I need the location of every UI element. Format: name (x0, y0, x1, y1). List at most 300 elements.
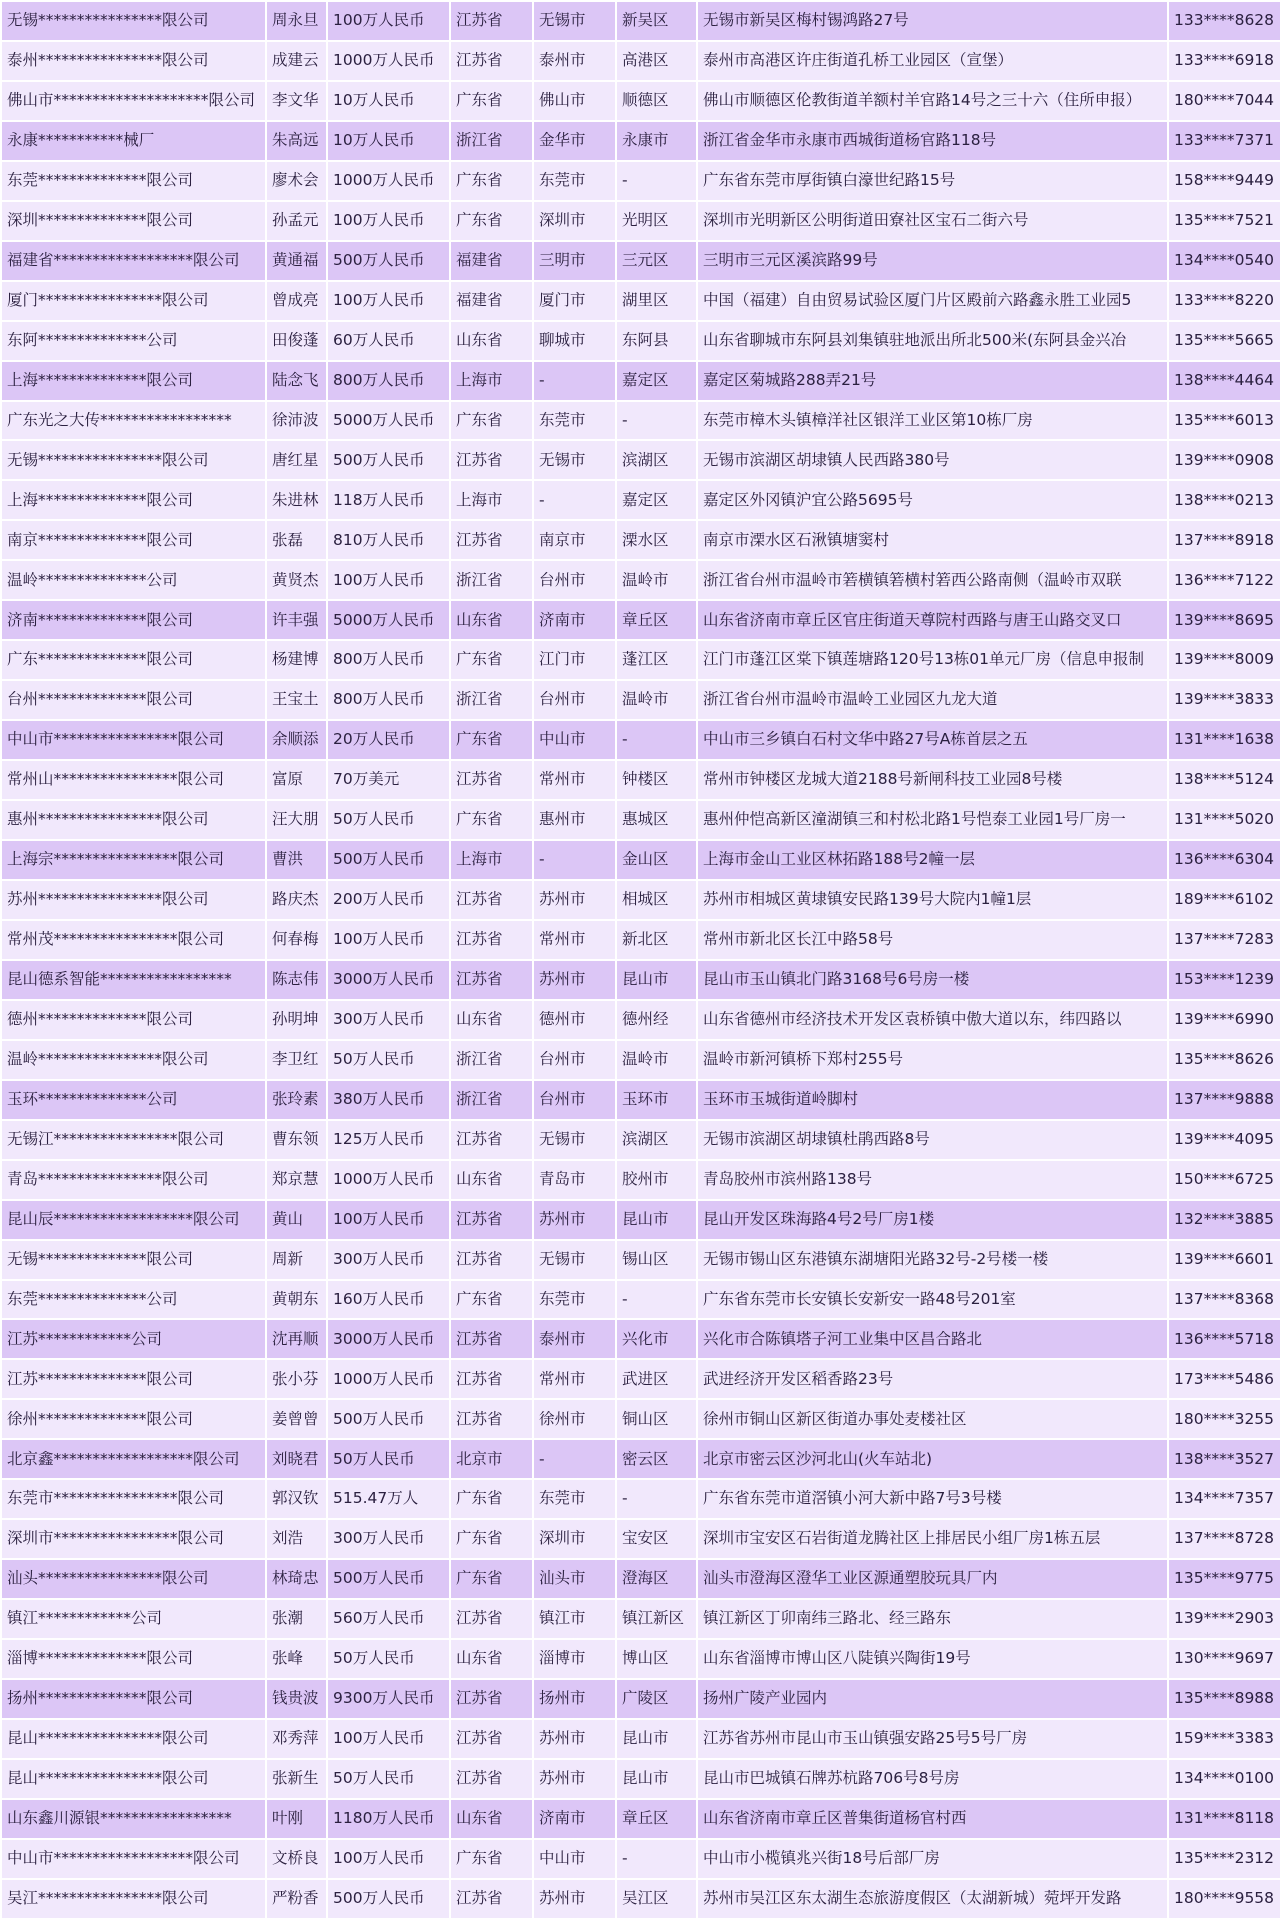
address-cell: 北京市密云区沙河北山(火车站北) (698, 1440, 1167, 1478)
province-cell: 江苏省 (451, 1201, 532, 1239)
registered-capital-cell: 125万人民币 (328, 1121, 449, 1159)
province-cell: 山东省 (451, 1161, 532, 1199)
registered-capital-cell: 50万人民币 (328, 1041, 449, 1079)
address-cell: 徐州市铜山区新区街道办事处麦楼社区 (698, 1400, 1167, 1438)
table-row (2, 242, 1280, 280)
address-cell: 中山市小榄镇兆兴街18号后部厂房 (698, 1840, 1167, 1878)
phone-cell: 138****0213 (1169, 481, 1280, 519)
phone-cell: 180****7044 (1169, 82, 1280, 120)
legal-person-cell: 路庆杰 (267, 881, 326, 919)
registered-capital-cell: 100万人民币 (328, 282, 449, 320)
district-cell: 武进区 (617, 1360, 696, 1398)
district-cell: 钟楼区 (617, 761, 696, 799)
address-cell: 广东省东莞市长安镇长安新安一路48号201室 (698, 1281, 1167, 1319)
table-row (2, 1440, 1280, 1478)
phone-cell: 139****2903 (1169, 1600, 1280, 1638)
company-name-cell: 昆山德系智能***************** (2, 961, 265, 999)
district-cell: - (617, 1281, 696, 1319)
address-cell: 山东省淄博市博山区八陡镇兴陶街19号 (698, 1640, 1167, 1678)
table-row (2, 1520, 1280, 1558)
district-cell: 相城区 (617, 881, 696, 919)
phone-cell: 139****6990 (1169, 1001, 1280, 1039)
district-cell: 嘉定区 (617, 362, 696, 400)
table-row (2, 561, 1280, 599)
province-cell: 江苏省 (451, 761, 532, 799)
phone-cell: 173****5486 (1169, 1360, 1280, 1398)
district-cell: 兴化市 (617, 1320, 696, 1358)
registered-capital-cell: 100万人民币 (328, 202, 449, 240)
city-cell: 济南市 (534, 601, 615, 639)
company-name-cell: 江苏**************限公司 (2, 1360, 265, 1398)
company-name-cell: 中山市******************限公司 (2, 1840, 265, 1878)
district-cell: 博山区 (617, 1640, 696, 1678)
registered-capital-cell: 5000万人民币 (328, 601, 449, 639)
city-cell: 深圳市 (534, 1520, 615, 1558)
district-cell: 新北区 (617, 921, 696, 959)
legal-person-cell: 郭汉钦 (267, 1480, 326, 1518)
phone-cell: 153****1239 (1169, 961, 1280, 999)
company-name-cell: 无锡****************限公司 (2, 441, 265, 479)
address-cell: 佛山市顺德区伦教街道羊额村羊官路14号之三十六（住所申报） (698, 82, 1167, 120)
company-name-cell: 东莞**************限公司 (2, 162, 265, 200)
city-cell: 常州市 (534, 1360, 615, 1398)
district-cell: 蓬江区 (617, 641, 696, 679)
registered-capital-cell: 1000万人民币 (328, 1161, 449, 1199)
province-cell: 浙江省 (451, 1041, 532, 1079)
company-name-cell: 无锡****************限公司 (2, 2, 265, 40)
address-cell: 镇江新区丁卯南纬三路北、经三路东 (698, 1600, 1167, 1638)
city-cell: 苏州市 (534, 1760, 615, 1798)
city-cell: - (534, 1440, 615, 1478)
legal-person-cell: 王宝土 (267, 681, 326, 719)
company-name-cell: 山东鑫川源银***************** (2, 1800, 265, 1838)
phone-cell: 133****8220 (1169, 282, 1280, 320)
city-cell: 东莞市 (534, 402, 615, 440)
province-cell: 浙江省 (451, 1081, 532, 1119)
district-cell: 铜山区 (617, 1400, 696, 1438)
legal-person-cell: 黄通福 (267, 242, 326, 280)
city-cell: 无锡市 (534, 2, 615, 40)
company-name-cell: 徐州**************限公司 (2, 1400, 265, 1438)
registered-capital-cell: 500万人民币 (328, 1560, 449, 1598)
registered-capital-cell: 118万人民币 (328, 481, 449, 519)
phone-cell: 130****9697 (1169, 1640, 1280, 1678)
table-row (2, 1400, 1280, 1438)
address-cell: 浙江省台州市温岭市箬横镇箬横村箬西公路南侧（温岭市双联 (698, 561, 1167, 599)
province-cell: 广东省 (451, 721, 532, 759)
table-row (2, 841, 1280, 879)
address-cell: 山东省济南市章丘区普集街道杨官村西 (698, 1800, 1167, 1838)
phone-cell: 133****7371 (1169, 122, 1280, 160)
table-row (2, 2, 1280, 40)
address-cell: 昆山市玉山镇北门路3168号6号房一楼 (698, 961, 1167, 999)
district-cell: 镇江新区 (617, 1600, 696, 1638)
registered-capital-cell: 500万人民币 (328, 441, 449, 479)
district-cell: 德州经 (617, 1001, 696, 1039)
company-name-cell: 福建省******************限公司 (2, 242, 265, 280)
registered-capital-cell: 3000万人民币 (328, 1320, 449, 1358)
address-cell: 昆山开发区珠海路4号2号厂房1楼 (698, 1201, 1167, 1239)
province-cell: 广东省 (451, 1480, 532, 1518)
address-cell: 常州市钟楼区龙城大道2188号新闸科技工业园8号楼 (698, 761, 1167, 799)
phone-cell: 135****8626 (1169, 1041, 1280, 1079)
district-cell: 昆山市 (617, 961, 696, 999)
city-cell: 苏州市 (534, 881, 615, 919)
address-cell: 南京市溧水区石湫镇塘窦村 (698, 521, 1167, 559)
city-cell: - (534, 362, 615, 400)
city-cell: 厦门市 (534, 282, 615, 320)
company-name-cell: 上海**************限公司 (2, 481, 265, 519)
province-cell: 广东省 (451, 82, 532, 120)
registered-capital-cell: 800万人民币 (328, 681, 449, 719)
registered-capital-cell: 50万人民币 (328, 801, 449, 839)
phone-cell: 134****0100 (1169, 1760, 1280, 1798)
table-row (2, 1281, 1280, 1319)
registered-capital-cell: 100万人民币 (328, 921, 449, 959)
company-name-cell: 深圳市****************限公司 (2, 1520, 265, 1558)
phone-cell: 138****4464 (1169, 362, 1280, 400)
address-cell: 无锡市滨湖区胡埭镇杜鹃西路8号 (698, 1121, 1167, 1159)
phone-cell: 136****6304 (1169, 841, 1280, 879)
table-row (2, 362, 1280, 400)
legal-person-cell: 陈志伟 (267, 961, 326, 999)
city-cell: 苏州市 (534, 1880, 615, 1918)
company-name-cell: 上海**************限公司 (2, 362, 265, 400)
table-row (2, 801, 1280, 839)
phone-cell: 139****3833 (1169, 681, 1280, 719)
legal-person-cell: 文桥良 (267, 1840, 326, 1878)
table-row (2, 1360, 1280, 1398)
legal-person-cell: 刘浩 (267, 1520, 326, 1558)
phone-cell: 133****6918 (1169, 42, 1280, 80)
city-cell: 青岛市 (534, 1161, 615, 1199)
province-cell: 江苏省 (451, 1600, 532, 1638)
company-name-cell: 东阿**************公司 (2, 322, 265, 360)
address-cell: 泰州市高港区许庄街道孔桥工业园区（宣堡） (698, 42, 1167, 80)
phone-cell: 159****3383 (1169, 1720, 1280, 1758)
phone-cell: 137****8918 (1169, 521, 1280, 559)
city-cell: - (534, 841, 615, 879)
company-name-cell: 江苏************公司 (2, 1320, 265, 1358)
address-cell: 广东省东莞市厚街镇白濠世纪路15号 (698, 162, 1167, 200)
company-name-cell: 北京鑫******************限公司 (2, 1440, 265, 1478)
address-cell: 深圳市光明新区公明街道田寮社区宝石二街六号 (698, 202, 1167, 240)
legal-person-cell: 张新生 (267, 1760, 326, 1798)
city-cell: 台州市 (534, 1041, 615, 1079)
district-cell: 光明区 (617, 202, 696, 240)
address-cell: 惠州仲恺高新区潼湖镇三和村松北路1号恺泰工业园1号厂房一 (698, 801, 1167, 839)
city-cell: 苏州市 (534, 1720, 615, 1758)
legal-person-cell: 林琦忠 (267, 1560, 326, 1598)
province-cell: 浙江省 (451, 122, 532, 160)
registered-capital-cell: 100万人民币 (328, 1840, 449, 1878)
district-cell: - (617, 1480, 696, 1518)
city-cell: 苏州市 (534, 961, 615, 999)
province-cell: 江苏省 (451, 441, 532, 479)
legal-person-cell: 富原 (267, 761, 326, 799)
province-cell: 江苏省 (451, 42, 532, 80)
district-cell: 锡山区 (617, 1241, 696, 1279)
table-row (2, 1560, 1280, 1598)
legal-person-cell: 许丰强 (267, 601, 326, 639)
address-cell: 苏州市吴江区东太湖生态旅游度假区（太湖新城）菀坪开发路 (698, 1880, 1167, 1918)
registered-capital-cell: 1180万人民币 (328, 1800, 449, 1838)
province-cell: 江苏省 (451, 921, 532, 959)
company-name-cell: 台州**************限公司 (2, 681, 265, 719)
company-name-cell: 济南**************限公司 (2, 601, 265, 639)
province-cell: 江苏省 (451, 1121, 532, 1159)
registered-capital-cell: 100万人民币 (328, 1201, 449, 1239)
city-cell: 徐州市 (534, 1400, 615, 1438)
legal-person-cell: 李卫红 (267, 1041, 326, 1079)
district-cell: 嘉定区 (617, 481, 696, 519)
company-name-cell: 玉环**************公司 (2, 1081, 265, 1119)
phone-cell: 180****9558 (1169, 1880, 1280, 1918)
legal-person-cell: 朱高远 (267, 122, 326, 160)
registered-capital-cell: 200万人民币 (328, 881, 449, 919)
company-name-cell: 佛山市********************限公司 (2, 82, 265, 120)
table-row (2, 921, 1280, 959)
table-row (2, 402, 1280, 440)
province-cell: 广东省 (451, 202, 532, 240)
city-cell: 汕头市 (534, 1560, 615, 1598)
phone-cell: 138****5124 (1169, 761, 1280, 799)
legal-person-cell: 黄朝东 (267, 1281, 326, 1319)
city-cell: 金华市 (534, 122, 615, 160)
address-cell: 温岭市新河镇桥下郑村255号 (698, 1041, 1167, 1079)
table-row (2, 1800, 1280, 1838)
registered-capital-cell: 50万人民币 (328, 1640, 449, 1678)
phone-cell: 180****3255 (1169, 1400, 1280, 1438)
legal-person-cell: 张小芬 (267, 1360, 326, 1398)
address-cell: 中山市三乡镇白石村文华中路27号A栋首层之五 (698, 721, 1167, 759)
city-cell: 淄博市 (534, 1640, 615, 1678)
registered-capital-cell: 50万人民币 (328, 1440, 449, 1478)
address-cell: 昆山市巴城镇石牌苏杭路706号8号房 (698, 1760, 1167, 1798)
legal-person-cell: 张磊 (267, 521, 326, 559)
company-name-cell: 南京**************限公司 (2, 521, 265, 559)
district-cell: 顺德区 (617, 82, 696, 120)
city-cell: 佛山市 (534, 82, 615, 120)
table-row (2, 601, 1280, 639)
table-row (2, 1840, 1280, 1878)
legal-person-cell: 刘晓君 (267, 1440, 326, 1478)
address-cell: 浙江省台州市温岭市温岭工业园区九龙大道 (698, 681, 1167, 719)
address-cell: 浙江省金华市永康市西城街道杨官路118号 (698, 122, 1167, 160)
legal-person-cell: 郑京慧 (267, 1161, 326, 1199)
district-cell: 澄海区 (617, 1560, 696, 1598)
address-cell: 东莞市樟木头镇樟洋社区银洋工业区第10栋厂房 (698, 402, 1167, 440)
company-name-cell: 无锡江****************限公司 (2, 1121, 265, 1159)
province-cell: 上海市 (451, 481, 532, 519)
table-row (2, 1201, 1280, 1239)
registered-capital-cell: 60万人民币 (328, 322, 449, 360)
table-row (2, 1241, 1280, 1279)
registered-capital-cell: 1000万人民币 (328, 42, 449, 80)
city-cell: 台州市 (534, 561, 615, 599)
phone-cell: 133****8628 (1169, 2, 1280, 40)
company-name-cell: 厦门****************限公司 (2, 282, 265, 320)
table-row (2, 1320, 1280, 1358)
registered-capital-cell: 800万人民币 (328, 362, 449, 400)
table-row (2, 681, 1280, 719)
district-cell: 章丘区 (617, 1800, 696, 1838)
legal-person-cell: 李文华 (267, 82, 326, 120)
address-cell: 无锡市滨湖区胡埭镇人民西路380号 (698, 441, 1167, 479)
phone-cell: 135****6013 (1169, 402, 1280, 440)
city-cell: 江门市 (534, 641, 615, 679)
table-row (2, 1640, 1280, 1678)
legal-person-cell: 孙孟元 (267, 202, 326, 240)
address-cell: 山东省济南市章丘区官庄街道天尊院村西路与唐王山路交叉口 (698, 601, 1167, 639)
table-row (2, 721, 1280, 759)
phone-cell: 135****2312 (1169, 1840, 1280, 1878)
city-cell: 中山市 (534, 1840, 615, 1878)
city-cell: 惠州市 (534, 801, 615, 839)
company-name-cell: 惠州****************限公司 (2, 801, 265, 839)
district-cell: 胶州市 (617, 1161, 696, 1199)
address-cell: 山东省聊城市东阿县刘集镇驻地派出所北500米(东阿县金兴冶 (698, 322, 1167, 360)
legal-person-cell: 沈再顺 (267, 1320, 326, 1358)
province-cell: 江苏省 (451, 961, 532, 999)
table-row (2, 1001, 1280, 1039)
phone-cell: 139****4095 (1169, 1121, 1280, 1159)
company-name-cell: 常州茂****************限公司 (2, 921, 265, 959)
table-row (2, 1760, 1280, 1798)
phone-cell: 135****8988 (1169, 1680, 1280, 1718)
phone-cell: 189****6102 (1169, 881, 1280, 919)
legal-person-cell: 叶刚 (267, 1800, 326, 1838)
city-cell: 常州市 (534, 761, 615, 799)
company-name-cell: 泰州****************限公司 (2, 42, 265, 80)
province-cell: 山东省 (451, 1640, 532, 1678)
company-name-cell: 镇江************公司 (2, 1600, 265, 1638)
table-row (2, 1680, 1280, 1718)
district-cell: 宝安区 (617, 1520, 696, 1558)
company-name-cell: 东莞市****************限公司 (2, 1480, 265, 1518)
table-row (2, 521, 1280, 559)
table-row (2, 122, 1280, 160)
registered-capital-cell: 300万人民币 (328, 1241, 449, 1279)
legal-person-cell: 张峰 (267, 1640, 326, 1678)
district-cell: 三元区 (617, 242, 696, 280)
address-cell: 玉环市玉城街道岭脚村 (698, 1081, 1167, 1119)
registered-capital-cell: 300万人民币 (328, 1001, 449, 1039)
company-name-cell: 德州**************限公司 (2, 1001, 265, 1039)
city-cell: 中山市 (534, 721, 615, 759)
table-row (2, 881, 1280, 919)
registered-capital-cell: 500万人民币 (328, 841, 449, 879)
phone-cell: 150****6725 (1169, 1161, 1280, 1199)
district-cell: 湖里区 (617, 282, 696, 320)
table-row (2, 1880, 1280, 1918)
phone-cell: 136****7122 (1169, 561, 1280, 599)
province-cell: 广东省 (451, 1520, 532, 1558)
table-row (2, 1041, 1280, 1079)
district-cell: 温岭市 (617, 561, 696, 599)
district-cell: 永康市 (617, 122, 696, 160)
district-cell: 吴江区 (617, 1880, 696, 1918)
phone-cell: 139****8695 (1169, 601, 1280, 639)
province-cell: 浙江省 (451, 681, 532, 719)
legal-person-cell: 张玲素 (267, 1081, 326, 1119)
legal-person-cell: 黄山 (267, 1201, 326, 1239)
table-row (2, 441, 1280, 479)
registered-capital-cell: 560万人民币 (328, 1600, 449, 1638)
registered-capital-cell: 380万人民币 (328, 1081, 449, 1119)
phone-cell: 139****0908 (1169, 441, 1280, 479)
address-cell: 三明市三元区溪滨路99号 (698, 242, 1167, 280)
table-row (2, 1121, 1280, 1159)
province-cell: 广东省 (451, 801, 532, 839)
phone-cell: 137****8728 (1169, 1520, 1280, 1558)
address-cell: 扬州广陵产业园内 (698, 1680, 1167, 1718)
table-body (2, 2, 1280, 1918)
district-cell: 昆山市 (617, 1720, 696, 1758)
city-cell: 南京市 (534, 521, 615, 559)
province-cell: 福建省 (451, 282, 532, 320)
legal-person-cell: 唐红星 (267, 441, 326, 479)
legal-person-cell: 杨建博 (267, 641, 326, 679)
city-cell: 无锡市 (534, 1121, 615, 1159)
district-cell: 高港区 (617, 42, 696, 80)
address-cell: 江门市蓬江区棠下镇莲塘路120号13栋01单元厂房（信息申报制 (698, 641, 1167, 679)
registered-capital-cell: 3000万人民币 (328, 961, 449, 999)
registered-capital-cell: 9300万人民币 (328, 1680, 449, 1718)
city-cell: 扬州市 (534, 1680, 615, 1718)
registered-capital-cell: 160万人民币 (328, 1281, 449, 1319)
district-cell: - (617, 721, 696, 759)
phone-cell: 137****8368 (1169, 1281, 1280, 1319)
company-name-cell: 广东**************限公司 (2, 641, 265, 679)
address-cell: 中国（福建）自由贸易试验区厦门片区殿前六路鑫永胜工业园5 (698, 282, 1167, 320)
legal-person-cell: 朱进林 (267, 481, 326, 519)
registered-capital-cell: 500万人民币 (328, 242, 449, 280)
company-name-cell: 东莞**************公司 (2, 1281, 265, 1319)
legal-person-cell: 周新 (267, 1241, 326, 1279)
province-cell: 山东省 (451, 1800, 532, 1838)
legal-person-cell: 钱贵波 (267, 1680, 326, 1718)
legal-person-cell: 田俊蓬 (267, 322, 326, 360)
district-cell: 惠城区 (617, 801, 696, 839)
address-cell: 无锡市新吴区梅村锡鸿路27号 (698, 2, 1167, 40)
address-cell: 深圳市宝安区石岩街道龙腾社区上排居民小组厂房1栋五层 (698, 1520, 1167, 1558)
address-cell: 常州市新北区长江中路58号 (698, 921, 1167, 959)
legal-person-cell: 周永旦 (267, 2, 326, 40)
phone-cell: 134****0540 (1169, 242, 1280, 280)
legal-person-cell: 陆念飞 (267, 362, 326, 400)
address-cell: 汕头市澄海区澄华工业区源通塑胶玩具厂内 (698, 1560, 1167, 1598)
table-row (2, 202, 1280, 240)
company-name-cell: 温岭**************公司 (2, 561, 265, 599)
company-name-cell: 中山市****************限公司 (2, 721, 265, 759)
legal-person-cell: 张潮 (267, 1600, 326, 1638)
registered-capital-cell: 810万人民币 (328, 521, 449, 559)
phone-cell: 137****7283 (1169, 921, 1280, 959)
province-cell: 广东省 (451, 162, 532, 200)
registered-capital-cell: 50万人民币 (328, 1760, 449, 1798)
city-cell: 无锡市 (534, 1241, 615, 1279)
district-cell: 章丘区 (617, 601, 696, 639)
province-cell: 江苏省 (451, 2, 532, 40)
legal-person-cell: 严粉香 (267, 1880, 326, 1918)
company-name-cell: 深圳**************限公司 (2, 202, 265, 240)
province-cell: 山东省 (451, 1001, 532, 1039)
table-row (2, 1600, 1280, 1638)
district-cell: 昆山市 (617, 1201, 696, 1239)
district-cell: 东阿县 (617, 322, 696, 360)
city-cell: 台州市 (534, 681, 615, 719)
